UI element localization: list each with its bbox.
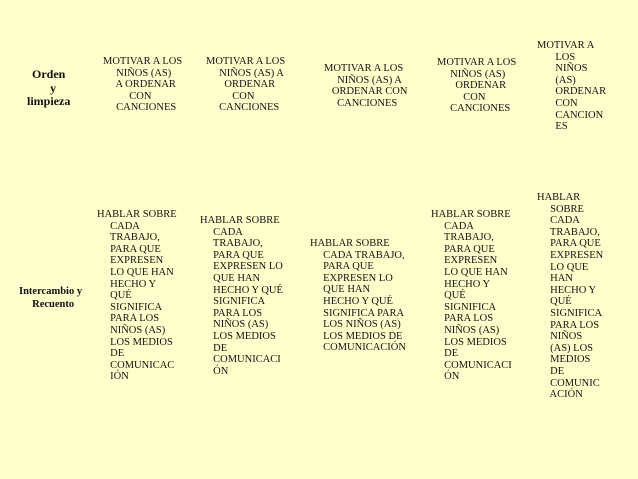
table-cell: MOTIVAR A LOS NIÑOS (AS) ORDENAR CON CANCIONES xyxy=(437,57,517,115)
table-cell: HABLAR SOBRE CADA TRABAJO, PARA QUE EXPRESEN LO QUE HAN HECHO Y QUÉ SIGNIFICA PARA LOS NIÑOS (AS) LOS MEDIOS DE COMUNICAC IÓN xyxy=(97,209,177,383)
table-cell: MOTIVAR A LOS NIÑOS (AS) A ORDENAR CON CANCIONES xyxy=(103,56,183,114)
table-cell: HABLAR SOBRE CADA TRABAJO, PARA QUE EXPRESEN LO QUE HAN HECHO Y QUÉ SIGNIFICA PARA LOS NIÑOS (AS) LOS MEDIOS DE COMUNIC ACIÓN xyxy=(537,192,604,401)
table-cell: MOTIVAR A LOS NIÑOS (AS) ORDENAR CON CANCION ES xyxy=(537,40,607,133)
table-cell: HABLAR SOBRE CADA TRABAJO, PARA QUE EXPRESEN LO QUE HAN HECHO Y QUÉ SIGNIFICA PARA LOS NIÑOS (AS) LOS MEDIOS DE COMUNICACI ÓN xyxy=(200,215,283,377)
table-cell: MOTIVAR A LOS NIÑOS (AS) A ORDENAR CON CANCIONES xyxy=(206,56,286,114)
table-cell: HABLAR SOBRE CADA TRABAJO, PARA QUE EXPRESEN LO QUE HAN HECHO Y QUÉ SIGNIFICA PARA LOS NIÑOS (AS) LOS MEDIOS DE COMUNICACI ÓN xyxy=(431,209,512,383)
row-header-orden-limpieza: Orden y limpieza xyxy=(27,67,71,108)
table-cell: HABLAR SOBRE CADA TRABAJO, PARA QUE EXPRESEN LO QUE HAN HECHO Y QUÉ SIGNIFICA PARA LOS NIÑOS (AS) LOS MEDIOS DE COMUNICACIÓN xyxy=(310,238,406,354)
table-cell: MOTIVAR A LOS NIÑOS (AS) A ORDENAR CON CANCIONES xyxy=(324,63,408,109)
row-header-intercambio-recuento: Intercambio y Recuento xyxy=(19,286,83,310)
